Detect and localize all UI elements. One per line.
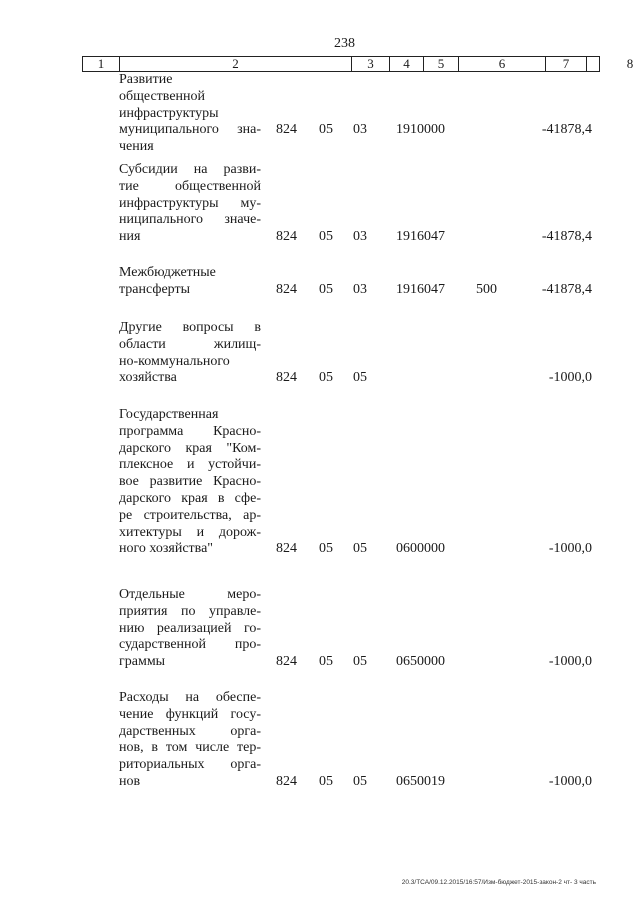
description-line: нию реализацией го- xyxy=(119,620,261,636)
row-description xyxy=(119,587,261,671)
description-line: ния xyxy=(119,229,141,245)
cell-c4: 05 xyxy=(319,281,333,297)
cell-c6: 1916047 xyxy=(396,281,445,297)
cell-c4: 05 xyxy=(319,370,333,386)
description-line: нов xyxy=(119,773,141,789)
row-description xyxy=(119,407,261,558)
row-description xyxy=(119,320,261,387)
header-col-5: 5 xyxy=(423,57,458,71)
description-line: ного хозяйства" xyxy=(119,541,214,557)
description-line: программа Красно- xyxy=(119,423,261,439)
description-line: Государственная xyxy=(119,407,219,422)
description-line: ниципального значе- xyxy=(119,212,261,228)
cell-c5: 05 xyxy=(353,541,367,557)
description-line: тие общественной xyxy=(119,178,261,194)
description-line: плексное и устойчи- xyxy=(119,457,261,473)
description-line: хитектуры и дорож- xyxy=(119,524,261,540)
cell-c3: 824 xyxy=(276,654,297,670)
description-line: трансферты xyxy=(119,281,191,297)
description-line: чения xyxy=(119,139,154,155)
description-line: Субсидии на разви- xyxy=(119,162,261,177)
header-col-6: 6 xyxy=(458,57,545,71)
description-line: сударственной про- xyxy=(119,637,261,653)
document-footer: 20.3/ТСА/09.12.2015/16:57/Изм-бюджет-2015-закон-2 чт- 3 часть xyxy=(401,879,596,886)
cell-c3: 824 xyxy=(276,229,297,245)
cell-c5: 05 xyxy=(353,774,367,789)
cell-c3: 824 xyxy=(276,281,297,297)
header-col-7: 7 xyxy=(545,57,586,71)
cell-c8: -1000,0 xyxy=(548,541,592,557)
description-line: Развитие общественной xyxy=(119,72,206,104)
cell-c8: -1000,0 xyxy=(548,370,592,386)
description-line: нов, в том числе тер- xyxy=(119,740,261,756)
cell-c6: 0600000 xyxy=(396,541,445,557)
description-line: инфраструктуры xyxy=(119,105,219,121)
cell-c5: 05 xyxy=(353,370,367,386)
description-line: хозяйства xyxy=(119,370,177,386)
description-line: приятия по управле- xyxy=(119,603,261,619)
cell-c5: 03 xyxy=(353,229,367,245)
cell-c4: 05 xyxy=(319,122,333,138)
row-description xyxy=(119,265,261,299)
cell-c8: -41878,4 xyxy=(541,122,592,138)
table-header xyxy=(82,56,634,72)
description-line: Другие вопросы в xyxy=(119,320,261,335)
cell-c6: 1910000 xyxy=(396,122,445,138)
description-line: граммы xyxy=(119,654,166,670)
description-line: чение функций госу- xyxy=(119,706,261,722)
row-description xyxy=(119,162,261,246)
header-col-8: 8 xyxy=(586,57,640,71)
cell-c6: 0650019 xyxy=(396,774,445,789)
cell-c8: -1000,0 xyxy=(548,654,592,670)
cell-c3: 824 xyxy=(276,541,297,557)
cell-c6: 1916047 xyxy=(396,229,445,245)
description-line: но-коммунального xyxy=(119,353,230,369)
cell-c4: 05 xyxy=(319,774,333,789)
cell-c3: 824 xyxy=(276,122,297,138)
cell-c3: 824 xyxy=(276,774,297,789)
page-number: 238 xyxy=(334,36,355,51)
description-line: дарского края "Ком- xyxy=(119,440,261,456)
cell-c4: 05 xyxy=(319,541,333,557)
description-line: муниципального зна- xyxy=(119,122,261,138)
description-line: дарственных орга- xyxy=(119,723,261,739)
row-description xyxy=(119,690,261,791)
description-line: инфраструктуры му- xyxy=(119,195,261,211)
row-description xyxy=(119,72,261,156)
cell-c5: 05 xyxy=(353,654,367,670)
header-col-3: 3 xyxy=(351,57,389,71)
description-line: Отдельные меро- xyxy=(119,587,261,602)
description-line: дарского края в сфе- xyxy=(119,490,261,506)
cell-c5: 03 xyxy=(353,122,367,138)
cell-c3: 824 xyxy=(276,370,297,386)
description-line: области жилищ- xyxy=(119,336,261,352)
header-col-2: 2 xyxy=(119,57,351,71)
description-line: риториальных орга- xyxy=(119,757,261,773)
cell-c5: 03 xyxy=(353,281,367,297)
description-line: Межбюджетные xyxy=(119,265,216,280)
cell-c4: 05 xyxy=(319,654,333,670)
cell-c4: 05 xyxy=(319,229,333,245)
cell-c7: 500 xyxy=(476,281,497,297)
cell-c6: 0650000 xyxy=(396,654,445,670)
cell-c8: -41878,4 xyxy=(541,229,592,245)
cell-c8: -1000,0 xyxy=(548,774,592,789)
header-col-1: 1 xyxy=(97,56,105,71)
description-line: ре строительства, ар- xyxy=(119,507,261,523)
description-line: Расходы на обеспе- xyxy=(119,690,261,705)
description-line: вое развитие Красно- xyxy=(119,474,261,490)
header-col-4: 4 xyxy=(389,57,423,71)
cell-c8: -41878,4 xyxy=(541,281,592,297)
